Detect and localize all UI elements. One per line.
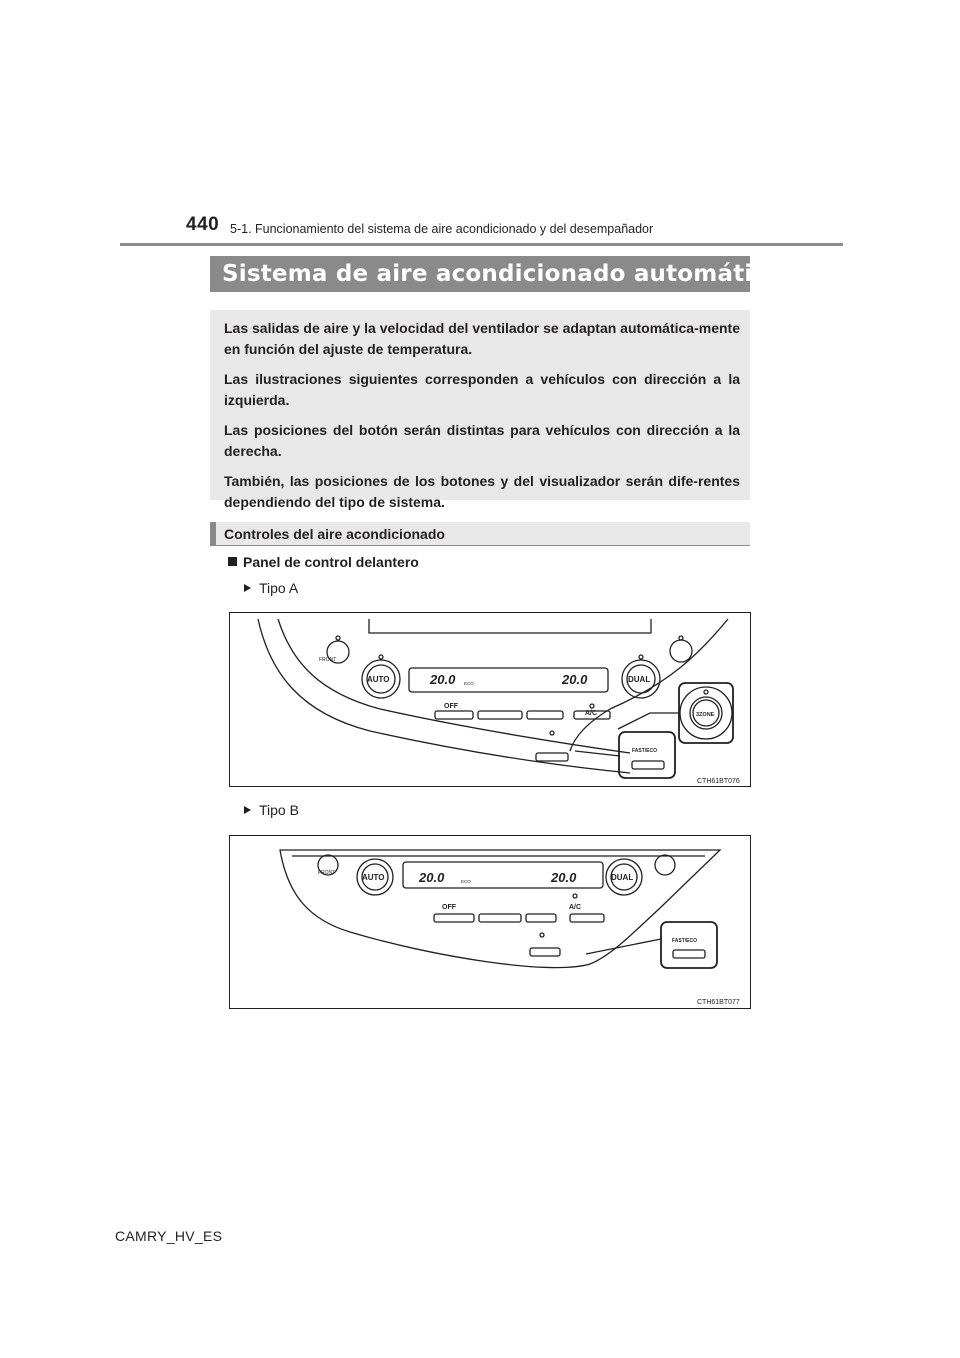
front-label: FRONT: [318, 870, 336, 876]
page-title: Sistema de aire acondicionado automático: [210, 256, 750, 292]
type-b-label: [244, 802, 299, 818]
header-rule: [120, 243, 843, 246]
intro-paragraph: También, las posiciones de los botones y del visualizador serán dife-rentes dependiendo del tipo de sistema.: [224, 473, 740, 510]
ac-label: A/C: [569, 904, 582, 911]
temp-left-display: 20.0: [430, 672, 456, 687]
eco-indicator: ECO: [464, 681, 474, 686]
chapter-header: 5-1. Funcionamiento del sistema de aire acondicionado y del desempañador: [230, 222, 654, 236]
intro-paragraph: Las posiciones del botón serán distintas para vehículos con dirección a la derecha.: [224, 422, 740, 459]
fast-eco-label: FAST/ECO: [672, 938, 698, 944]
type-a-label: [244, 580, 298, 596]
auto-label: AUTO: [362, 873, 385, 882]
panel-heading: [228, 554, 419, 570]
dual-label: DUAL: [611, 873, 634, 882]
panel-illustration-a: [230, 613, 750, 786]
type-b-label-text: Tipo B: [259, 802, 299, 818]
intro-box: [210, 310, 750, 510]
page-number: 440: [186, 214, 220, 235]
off-label: OFF: [442, 904, 456, 911]
ac-label: A/C: [585, 710, 598, 717]
intro-paragraph: Las ilustraciones siguientes corresponden a vehículos con dirección a la izquierda.: [224, 371, 740, 408]
temp-right-display: 20.0: [551, 870, 577, 885]
intro-paragraph: Las salidas de aire y la velocidad del ventilador se adaptan automática-mente en función del ajuste de temperatura.: [224, 320, 740, 357]
type-a-label-text: Tipo A: [259, 580, 299, 596]
fast-eco-label: FAST/ECO: [632, 748, 658, 754]
footer-model: CAMRY_HV_ES: [115, 1228, 223, 1244]
section-heading: [210, 522, 750, 546]
dual-label: DUAL: [628, 675, 651, 684]
section-accent: [210, 522, 216, 546]
temp-right-display: 20.0: [562, 672, 588, 687]
square-bullet-icon: [228, 557, 237, 566]
figure-type-a: [229, 612, 751, 787]
figure-code: CTH61BT077: [697, 999, 740, 1006]
section-title: Controles del aire acondicionado: [224, 526, 445, 542]
figure-type-b: [229, 835, 751, 1009]
triangle-bullet-icon: [244, 584, 251, 592]
triangle-bullet-icon: [244, 806, 251, 814]
eco-indicator: ECO: [461, 879, 471, 884]
auto-label: AUTO: [367, 675, 390, 684]
temp-left-display: 20.0: [419, 870, 445, 885]
panel-heading-text: Panel de control delantero: [243, 554, 419, 570]
front-label: FRONT: [319, 657, 337, 663]
figure-code: CTH61BT076: [697, 778, 740, 785]
panel-illustration-b: [230, 836, 750, 1008]
off-label: OFF: [444, 703, 458, 710]
zone-label: 3ZONE: [696, 712, 715, 718]
